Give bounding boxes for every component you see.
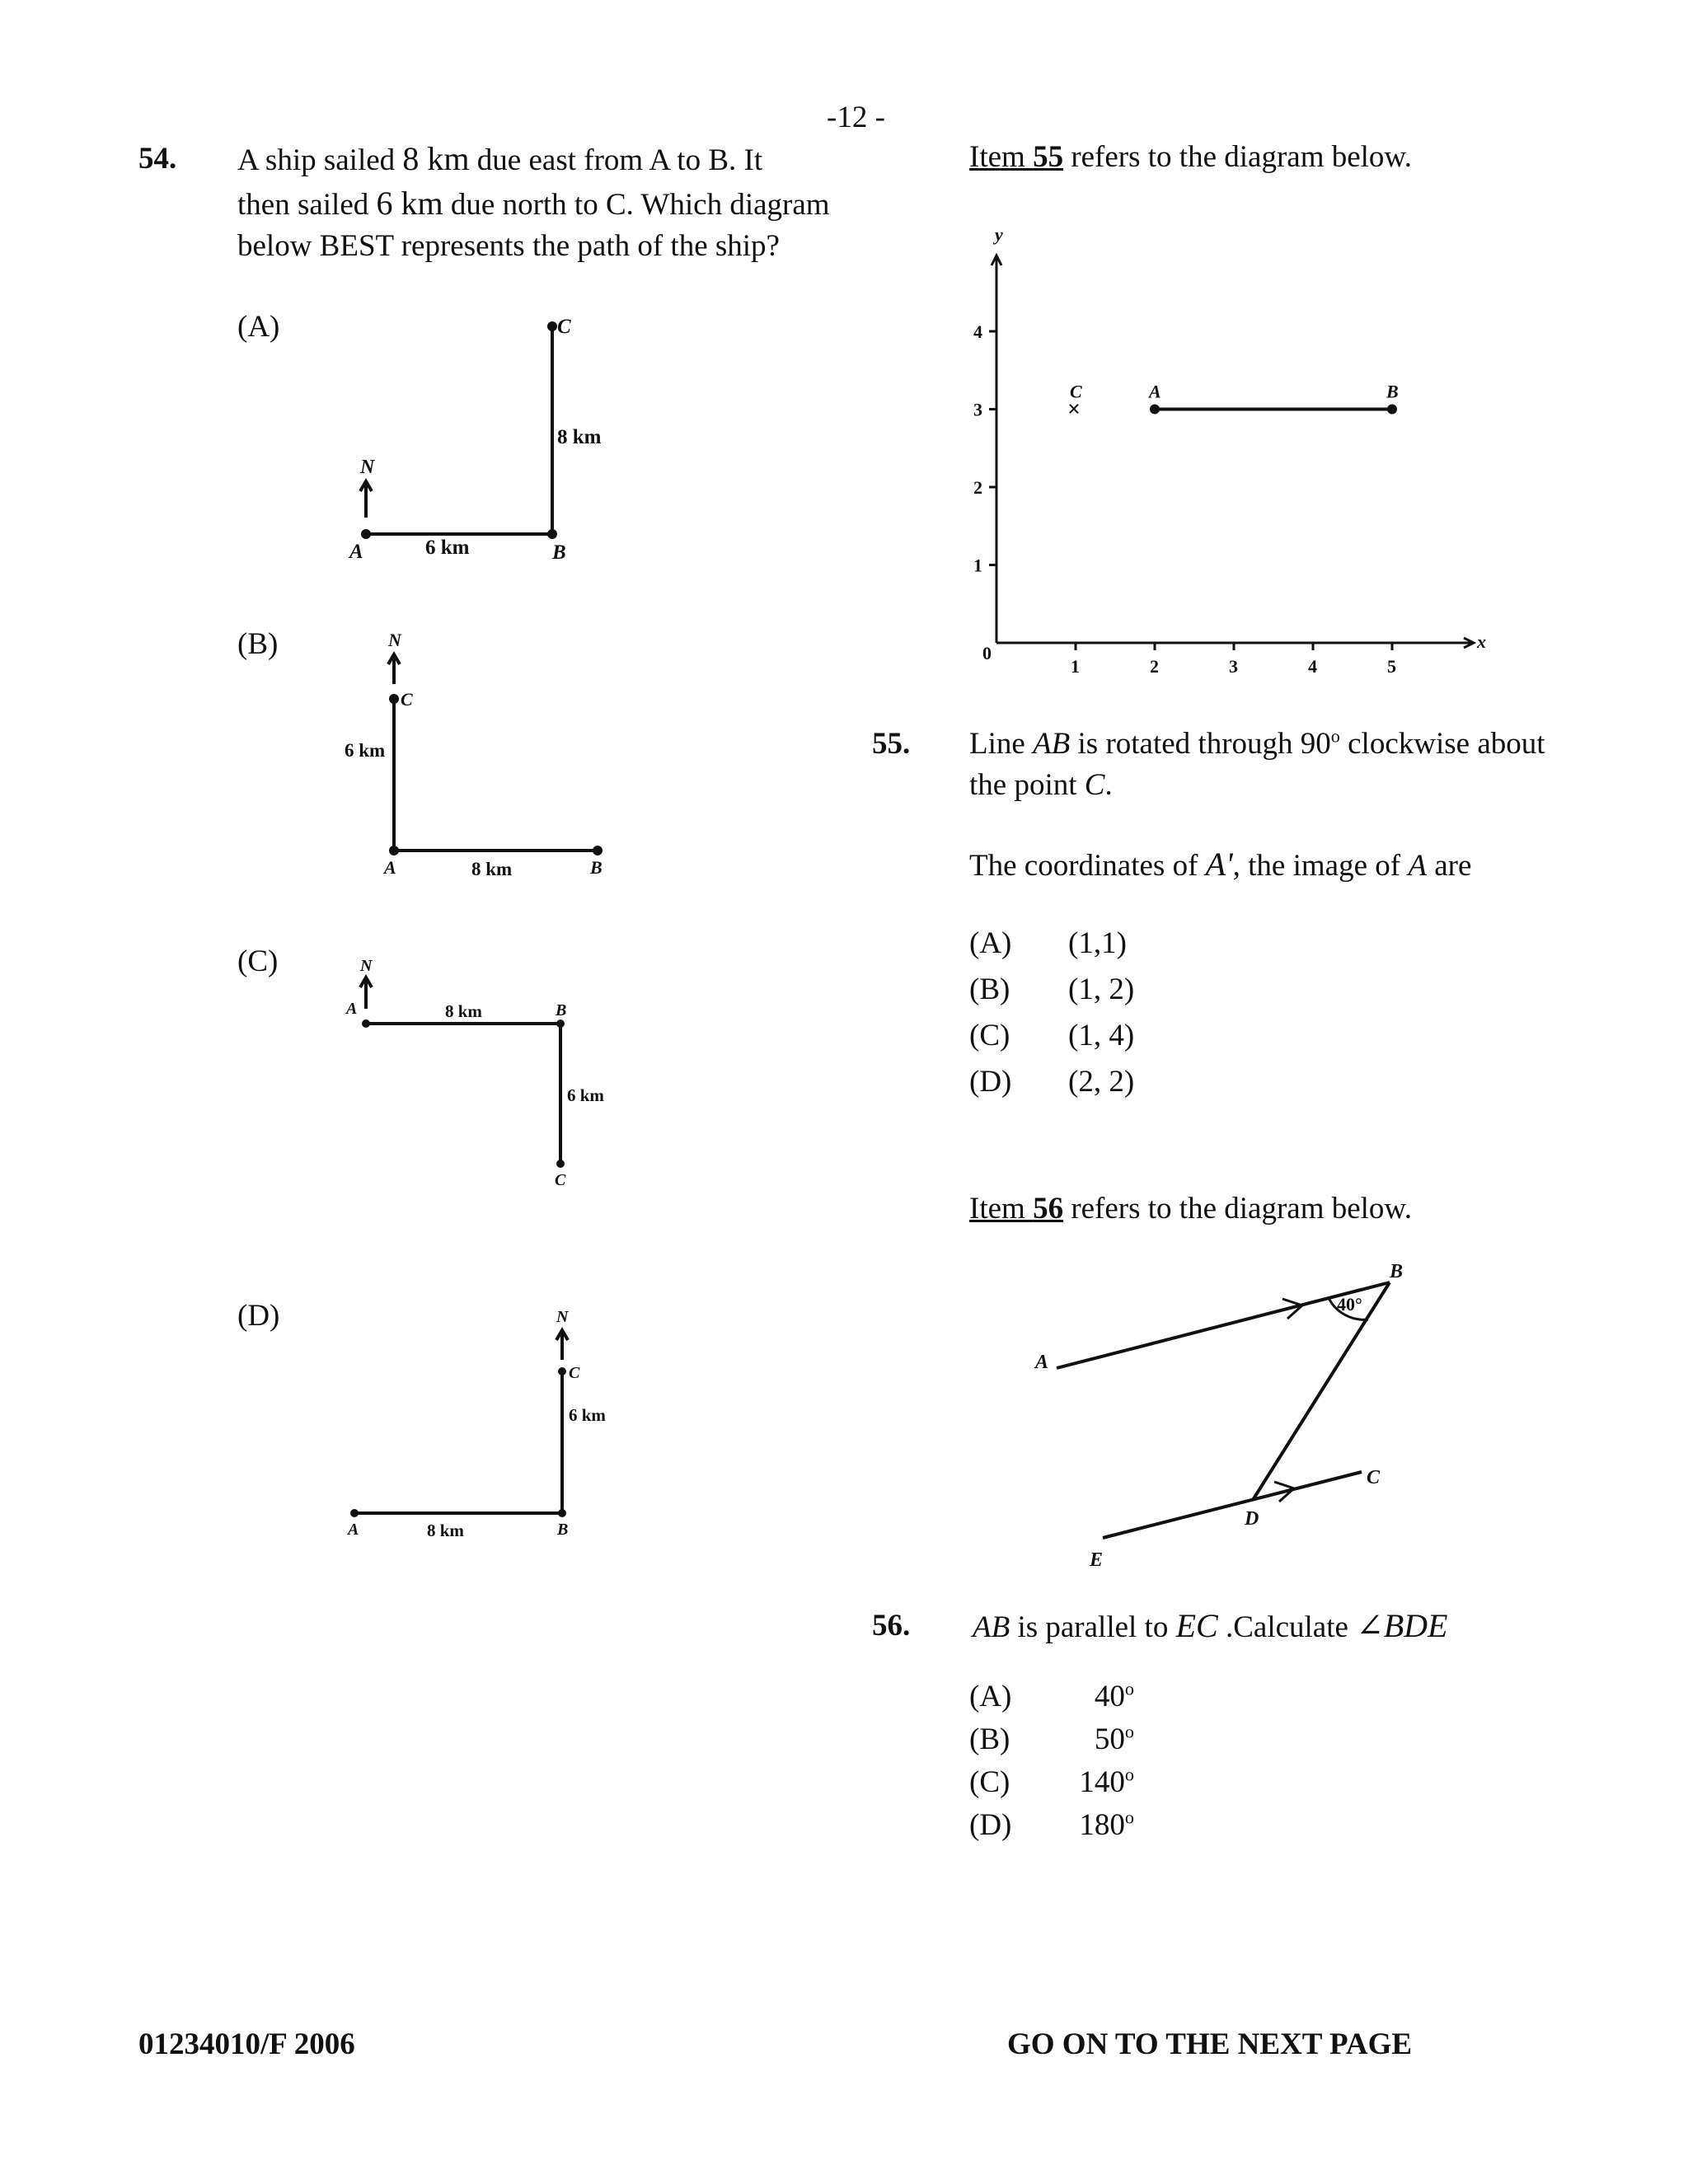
q56-option-d-label: (D) <box>969 1808 1012 1842</box>
x-axis-label: x <box>1477 631 1486 652</box>
question-54-line-2: then sailed 6 km due north to C. Which diagram <box>237 185 830 222</box>
q54c-b-label: B <box>556 1001 567 1019</box>
question-55-number: 55. <box>872 727 911 761</box>
origin-label: 0 <box>982 643 992 663</box>
y-tick-label: 1 <box>973 555 982 576</box>
q54b-a-label: A <box>384 857 396 878</box>
footer-next-page: GO ON TO THE NEXT PAGE <box>1007 2027 1413 2061</box>
q54b-c-label: C <box>401 689 413 710</box>
q54c-bc-distance: 6 km <box>567 1085 604 1105</box>
q54a-b-label: B <box>552 541 566 564</box>
point-a-label: A <box>1035 1352 1049 1373</box>
point-b-label: B <box>1390 1261 1404 1282</box>
q56-option-c-label: (C) <box>969 1765 1010 1799</box>
q54a-bc-distance: 8 km <box>557 426 602 448</box>
x-tick-label: 3 <box>1229 656 1238 677</box>
q54c-north-label: N <box>360 957 373 975</box>
q56-option-b-label: (B) <box>969 1722 1010 1756</box>
q54b-ab-distance: 8 km <box>471 859 513 879</box>
q54c-a-label: A <box>346 1000 358 1018</box>
y-tick-label: 3 <box>973 399 982 420</box>
q54d-c-label: C <box>569 1364 580 1382</box>
y-axis-label: y <box>995 224 1003 245</box>
q54d-b-label: B <box>557 1521 569 1539</box>
q55-option-c-label: (C) <box>969 1019 1010 1052</box>
x-tick-label: 1 <box>1071 656 1080 677</box>
q54d-bc-distance: 6 km <box>569 1405 606 1425</box>
item-56-intro: Item 56 refers to the diagram below. <box>969 1192 1412 1226</box>
y-tick-label: 2 <box>973 477 982 498</box>
q55-option-a-value: (1,1) <box>1068 926 1127 960</box>
item-55-intro: Item 55 refers to the diagram below. <box>969 140 1412 174</box>
q54d-north-label: N <box>556 1308 569 1326</box>
q54-option-c-label: (C) <box>237 944 279 978</box>
question-55-line-3: The coordinates of A', the image of A are <box>969 846 1472 883</box>
question-56-number: 56. <box>872 1609 911 1643</box>
q56-option-b-value: 50$^o$ <box>1094 1721 1134 1756</box>
q54c-ab-distance: 8 km <box>445 1001 482 1021</box>
q55-option-b-value: (1, 2) <box>1068 972 1135 1006</box>
q55-option-b-label: (B) <box>969 972 1010 1006</box>
q54a-a-label: A <box>349 541 363 563</box>
point-e-label: E <box>1090 1549 1104 1571</box>
q55-option-d-value: (2, 2) <box>1068 1065 1135 1099</box>
q55-option-a-label: (A) <box>969 926 1012 960</box>
question-54-line-3: below BEST represents the path of the ship? <box>237 229 780 263</box>
q54-option-b-label: (B) <box>237 627 279 661</box>
q54b-north-label: N <box>388 630 401 650</box>
question-54-number: 54. <box>138 142 177 176</box>
y-tick-label: 4 <box>973 321 982 342</box>
q54-option-d-label: (D) <box>237 1299 280 1333</box>
question-55-line-1: Line AB is rotated through 90$^o$ clockwise about <box>969 725 1545 761</box>
q55-option-d-label: (D) <box>969 1065 1012 1099</box>
point-c-marker: × <box>1067 396 1081 423</box>
x-tick-label: 2 <box>1150 656 1159 677</box>
q54c-c-label: C <box>555 1171 566 1189</box>
q54b-ac-distance: 6 km <box>345 740 386 761</box>
q54a-c-label: C <box>557 316 571 338</box>
question-54-line-1: A ship sailed 8 km due east from A to B. It <box>237 140 763 177</box>
point-b-label: B <box>1386 381 1399 402</box>
point-a-label: A <box>1149 381 1161 402</box>
angle-40-label: 40° <box>1337 1294 1362 1315</box>
q55-option-c-value: (1, 4) <box>1068 1019 1135 1052</box>
q54d-ab-distance: 8 km <box>427 1521 464 1540</box>
question-56-text: AB is parallel to EC .Calculate ∠BDE <box>973 1607 1448 1644</box>
q54d-a-label: A <box>348 1521 359 1539</box>
point-c-label: C <box>1367 1467 1381 1488</box>
q54b-b-label: B <box>590 857 603 878</box>
page-number: -12 - <box>827 101 885 134</box>
footer-exam-code: 01234010/F 2006 <box>138 2027 355 2061</box>
q56-option-d-value: 180$^o$ <box>1079 1807 1134 1842</box>
q54-option-a-label: (A) <box>237 310 280 344</box>
q54a-north-label: N <box>360 457 375 478</box>
q54a-ab-distance: 6 km <box>425 537 470 559</box>
point-d-label: D <box>1245 1508 1259 1530</box>
q56-option-c-value: 140$^o$ <box>1079 1764 1134 1799</box>
q56-option-a-value: 40$^o$ <box>1094 1678 1134 1713</box>
point-c-label: C <box>1070 381 1082 402</box>
question-55-line-2: the point C. <box>969 768 1113 802</box>
q56-option-a-label: (A) <box>969 1680 1012 1713</box>
x-tick-label: 4 <box>1308 656 1317 677</box>
x-tick-label: 5 <box>1387 656 1396 677</box>
